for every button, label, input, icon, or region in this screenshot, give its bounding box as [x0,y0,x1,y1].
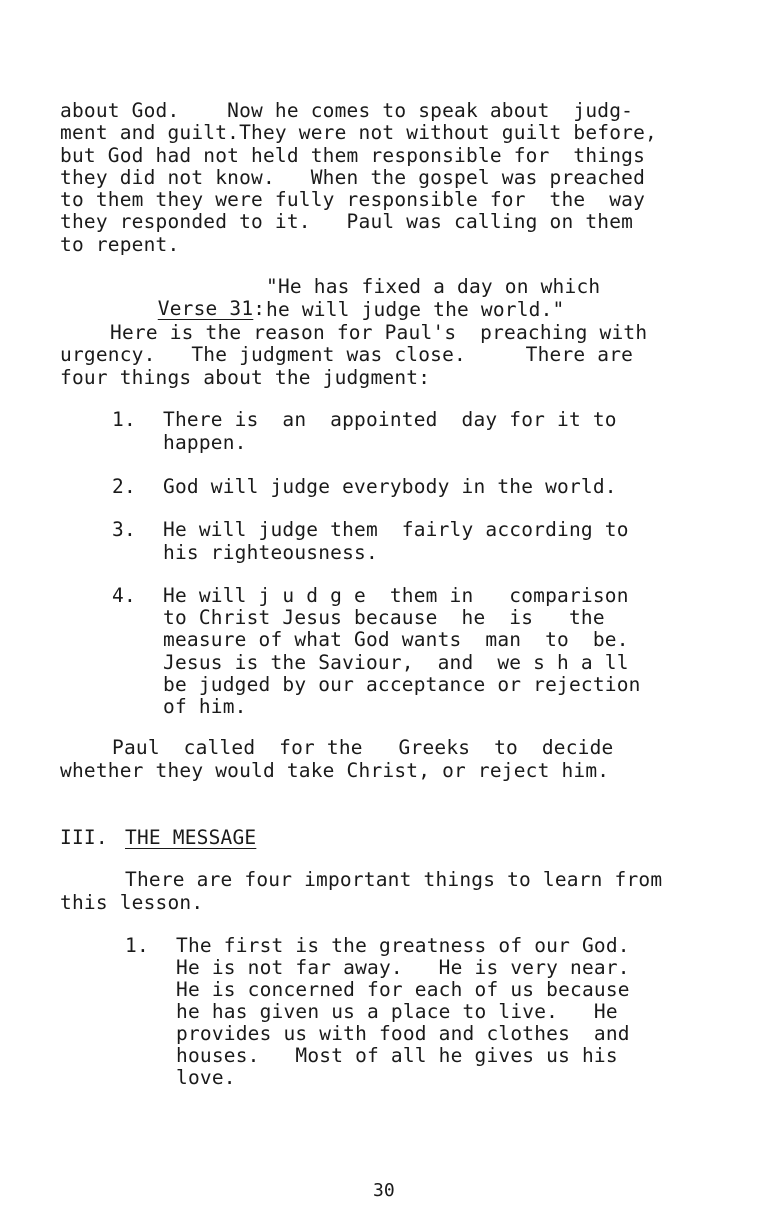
list-item-line: He is concerned for each of us because [176,978,630,1001]
list-item-line: be judged by our acceptance or rejection [163,673,641,696]
text-line: Here is the reason for Paul's preaching with [110,321,648,344]
list-item-line: happen. [163,431,247,454]
list-item-line: love. [176,1066,236,1089]
list-item-line: The first is the greatness of our God. [176,934,630,957]
text-line: this lesson. [60,891,204,914]
list-number: 2. [112,475,136,498]
text-line: ment and guilt.They were not without guilt before, [60,121,657,144]
text-line: to repent. [60,233,180,256]
text-line: to them they were fully responsible for the way [60,188,646,211]
list-item-line: God will judge everybody in the world. [163,475,617,498]
text-line: urgency. The judgment was close. There are [60,343,634,366]
text-line: about God. Now he comes to speak about judg- [60,99,634,122]
list-item-line: his righteousness. [163,541,378,564]
text-line: they responded to it. Paul was calling on them [60,210,634,233]
list-item-line: provides us with food and clothes and [176,1022,630,1045]
list-number: 3. [112,518,136,541]
list-number: 1. [125,934,149,957]
list-item-line: Jesus is the Saviour, and we s h a ll [163,651,629,674]
verse-quote-line: "He has fixed a day on which [266,275,601,298]
list-item-line: to Christ Jesus because he is the [163,606,605,629]
page-number: 30 [373,1180,395,1201]
verse-quote-line: he will judge the world." [266,298,565,321]
text-line: There are four important things to learn from [125,868,663,891]
list-item-line: He will judge them fairly according to [163,518,629,541]
list-number: 4. [112,584,136,607]
list-number: 1. [112,408,136,431]
text-line: four things about the judgment: [60,366,431,389]
text-line: they did not know. When the gospel was preached [60,166,646,189]
list-item-line: he has given us a place to live. He [176,1000,618,1023]
list-item-line: houses. Most of all he gives us his [176,1044,618,1067]
text-line: Paul called for the Greeks to decide [112,736,614,759]
list-item-line: of him. [163,695,247,718]
verse-colon: : [253,297,266,320]
text-line: whether they would take Christ, or reject him. [60,759,610,782]
list-item-line: There is an appointed day for it to [163,408,617,431]
text-line: but God had not held them responsible for things [60,144,646,167]
list-item-line: He will j u d g e them in comparison [163,584,629,607]
verse-label: Verse 31 [157,297,254,320]
list-item-line: He is not far away. He is very near. [176,956,630,979]
section-numeral: III. [60,826,108,849]
list-item-line: measure of what God wants man to be. [163,628,629,651]
section-title: THE MESSAGE [125,826,257,849]
